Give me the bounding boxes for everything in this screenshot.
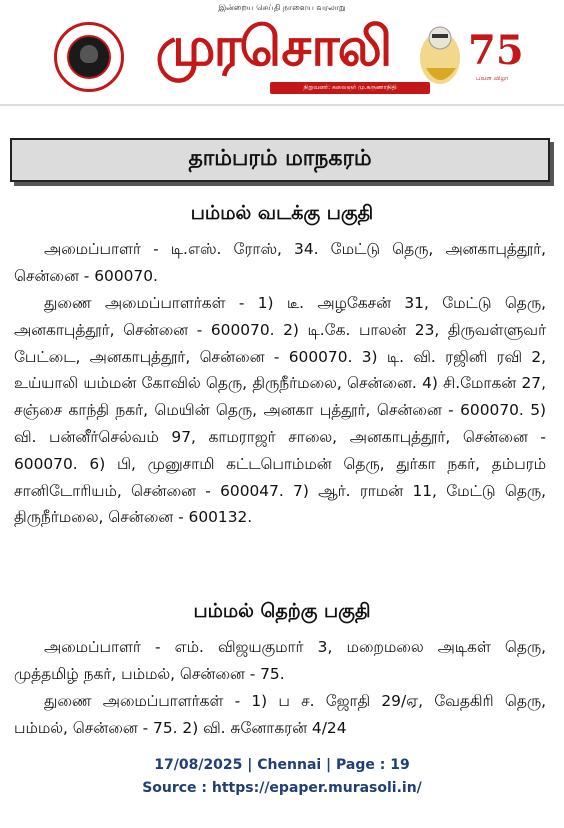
publication-date-line: 17/08/2025 | Chennai | Page : 19 <box>154 757 410 773</box>
article-clipping <box>0 110 564 737</box>
source-link[interactable]: Source : https://epaper.murasoli.in/ <box>142 780 422 796</box>
anniversary-number: 75 <box>468 27 524 74</box>
newspaper-logo: முரசொலி <box>155 15 391 78</box>
subsection-heading: பம்மல் தெற்கு பகுதி <box>193 600 371 622</box>
party-emblem-icon <box>54 22 124 92</box>
deputies-paragraph: துணை அமைப்பாளர்கள் - 1) ப ச. ஜோதி 29/ஏ, வேதகிரி தெரு, பம்மல், சென்னை - 75. 2) வி. சுனோகரன் 4/24 <box>14 692 546 737</box>
organizer-paragraph: அமைப்பாளர் - டி.எஸ். ரோஸ், 34. மேட்டு தெரு, அனகாபுத்தூர், சென்னை - 600070. <box>14 240 546 285</box>
anniversary-75-seal-icon <box>410 8 524 98</box>
subsection-heading: பம்மல் வடக்கு பகுதி <box>190 202 374 224</box>
section-title: தாம்பரம் மாநகரம் <box>10 138 550 182</box>
masthead-tagline: இன்றைய செய்தி நாளைய வரலாறு <box>218 3 346 12</box>
organizer-paragraph: அமைப்பாளர் - எம். விஜயகுமார் 3, மறைமலை அடிகள் தெரு, முத்தமிழ் நகர், பம்மல், சென்னை - 75. <box>14 638 546 683</box>
deputies-paragraph: துணை அமைப்பாளர்கள் - 1) டீ. அழகேசன் 31, மேட்டு தெரு, அனகாபுத்தூர், சென்னை - 600070. 2) டி.கே. பாலன் 23, திருவள்ளுவர் பேட்டை, அனகாபுத்தூர், சென்னை - 600070. 3) டி. வி. ரஜினி ரவி 2, உய்யாலி யம்மன் கோவில் தெரு, திருநீர்மலை, சென்னை. 4) சி.மோகன் 27, சஞ்சை காந்தி நகர், மெயின் தெரு, அனகா புத்தூர், சென்னை - 600070. 5) வி. பன்னீர்செல்வம் 97, காமராஜர் சாலை, அனகாபுத்தூர், சென்னை - 600070. 6) பி, முனுசாமி கட்டபொம்மன் தெரு, துர்கா நகர், தம்பரம் சானிடோரியம், சென்னை - 600047. 7) ஆர். ராமன் 11, மேட்டு தெரு, திருநீர்மலை, சென்னை - 600132. <box>14 294 546 527</box>
masthead-divider <box>0 104 564 106</box>
masthead <box>0 0 564 105</box>
logo-subtitle: நிறுவனர்: கலைஞர் மு.கருணாநிதி <box>270 82 430 94</box>
anniversary-caption: பவள விழா <box>476 75 509 82</box>
